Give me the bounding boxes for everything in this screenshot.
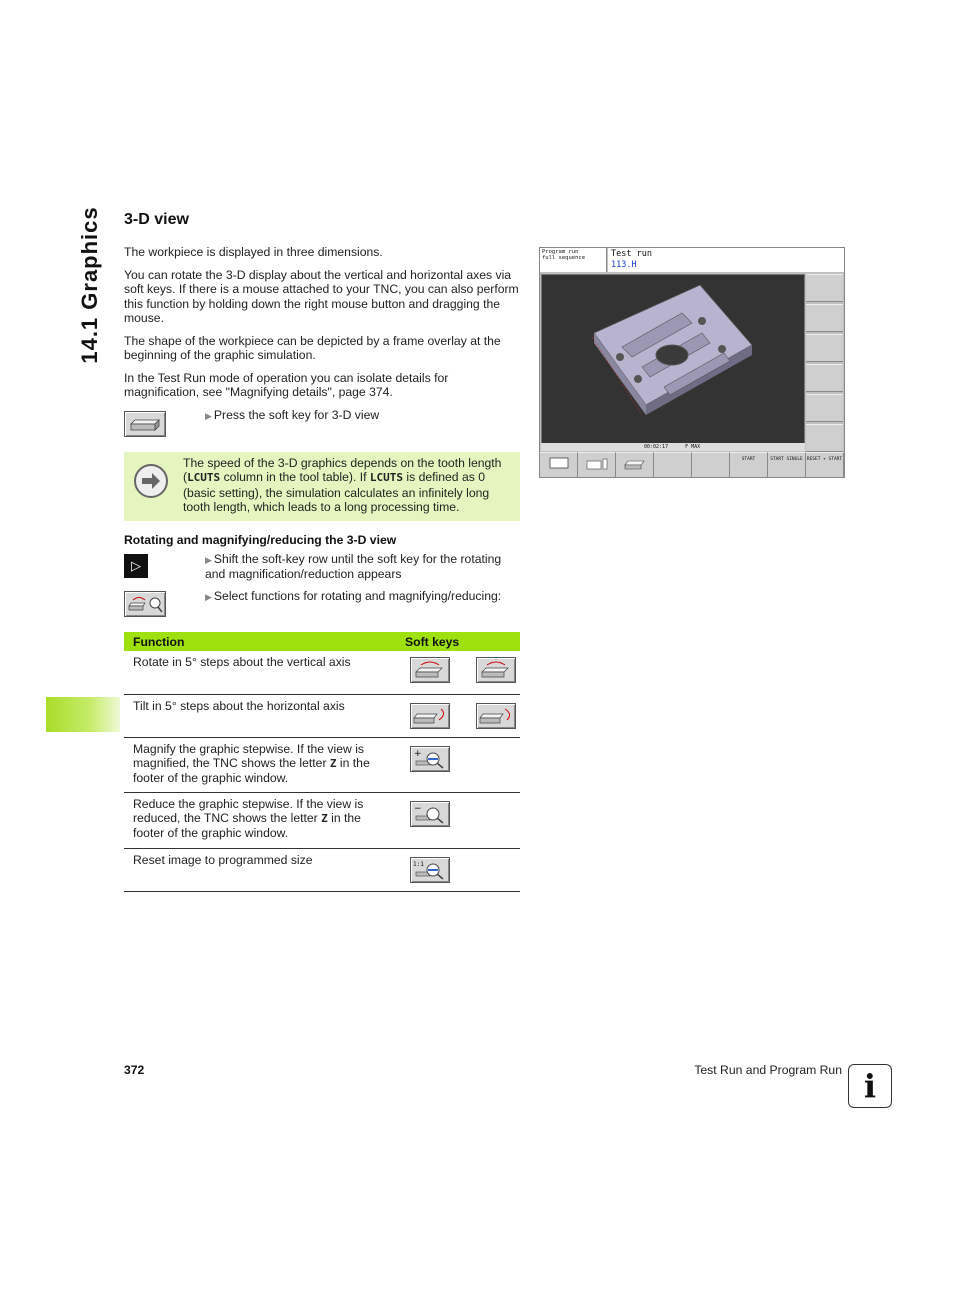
three-planes-icon xyxy=(585,457,609,471)
paragraph: The workpiece is displayed in three dimensions. xyxy=(124,245,383,259)
softkey-3d-view[interactable] xyxy=(616,452,654,477)
bullet-triangle-icon: ▶ xyxy=(205,555,212,565)
softkey-start-single[interactable]: START SINGLE xyxy=(768,452,806,477)
magnify-plus-icon xyxy=(411,747,449,771)
softkey-row-shift-button[interactable] xyxy=(124,554,148,578)
bullet-triangle-icon: ▶ xyxy=(205,411,212,421)
vertical-softkey[interactable] xyxy=(806,304,843,332)
3d-block-icon xyxy=(125,412,165,436)
vertical-softkey[interactable] xyxy=(806,364,843,392)
note-arrow-icon xyxy=(134,464,168,498)
column-header-softkeys: Soft keys xyxy=(396,632,520,651)
softkeys-cell xyxy=(396,848,520,891)
softkey-three-planes[interactable] xyxy=(578,452,616,477)
chapter-side-title xyxy=(70,205,110,365)
column-header-function: Function xyxy=(124,632,396,651)
function-cell: Reset image to programmed size xyxy=(124,848,396,891)
rotate-magnify-icon xyxy=(125,592,165,616)
paragraph: You can rotate the 3-D display about the vertical and horizontal axes via soft keys. If there is a mouse attached to your TNC, you can also perform this function by holding down the right mouse button and dragging the mouse. xyxy=(124,268,519,325)
feed-rate: F MAX xyxy=(685,444,701,450)
tilt-horizontal-axis-icon xyxy=(411,704,449,728)
svg-text:+: + xyxy=(414,748,422,759)
softkeys-cell xyxy=(396,792,520,848)
chapter-title-text: 14.1 Graphics xyxy=(77,206,102,364)
section-title: 3-D view xyxy=(124,211,189,228)
rotate-zoom-softkey[interactable] xyxy=(124,591,166,617)
function-cell: Reduce the graphic stepwise. If the view is reduced, the TNC shows the letter Z in the footer of the graphic window. xyxy=(124,792,396,848)
tilt-horizontal-axis-icon xyxy=(477,704,515,728)
softkey-start[interactable]: START xyxy=(730,452,768,477)
paragraph: The shape of the workpiece can be depicted by a frame overlay at the beginning of the graphic simulation. xyxy=(124,334,501,363)
chapter-tab-marker xyxy=(46,697,120,732)
paragraph: In the Test Run mode of operation you can isolate details for magnification, see "Magnifying details", page 374. xyxy=(124,371,449,400)
plan-view-icon xyxy=(549,457,569,469)
svg-text:1:1: 1:1 xyxy=(413,860,424,868)
function-cell: Rotate in 5° steps about the vertical axis xyxy=(124,651,396,694)
table-row xyxy=(124,848,520,891)
horizontal-softkey-bar xyxy=(540,452,844,477)
table-row xyxy=(124,651,520,694)
3d-graphic-window xyxy=(541,274,805,444)
softkeys-cell xyxy=(396,694,520,737)
program-header: Test run 113.H xyxy=(608,248,844,272)
mode-indicator: Program run full sequence xyxy=(540,248,607,272)
note-text: The speed of the 3-D graphics depends on the tooth length (LCUTS column in the tool table). If LCUTS is defined as 0 (basic setting), the simulation calculates an infinitely long tooth length, which leads to a long processing time. xyxy=(183,456,502,514)
run-time: 00:02:17 xyxy=(644,444,669,450)
tnc-screenshot xyxy=(539,247,845,478)
softkey-empty[interactable] xyxy=(654,452,692,477)
workpiece-3d-render xyxy=(542,275,804,443)
vertical-softkey[interactable] xyxy=(806,274,843,302)
tilt-up-softkey[interactable] xyxy=(476,703,516,729)
3d-block-icon xyxy=(622,457,648,471)
softkeys-cell xyxy=(396,737,520,792)
reset-zoom-softkey[interactable] xyxy=(410,857,450,883)
softkeys-cell xyxy=(396,651,520,694)
rotate-right-softkey[interactable] xyxy=(476,657,516,683)
rotate-left-softkey[interactable] xyxy=(410,657,450,683)
reduce-softkey[interactable] xyxy=(410,801,450,827)
vertical-softkey-bar xyxy=(806,274,843,444)
magnify-softkey[interactable] xyxy=(410,746,450,772)
rotate-vertical-axis-icon xyxy=(411,658,449,682)
function-cell: Tilt in 5° steps about the horizontal axis xyxy=(124,694,396,737)
step-text: Select functions for rotating and magnifying/reducing: xyxy=(213,589,502,603)
step-text: Shift the soft-key row until the soft key for the rotating and magnification/reduction appears xyxy=(205,552,502,582)
rotate-vertical-axis-icon xyxy=(477,658,515,682)
softkey-plan-view[interactable] xyxy=(540,452,578,477)
step-text: Press the soft key for 3-D view xyxy=(213,408,380,422)
page-number: 372 xyxy=(124,1063,145,1077)
status-bar xyxy=(541,443,805,451)
vertical-softkey[interactable] xyxy=(806,334,843,362)
3d-view-softkey[interactable] xyxy=(124,411,166,437)
footer-chapter-title: Test Run and Program Run xyxy=(694,1063,842,1077)
bullet-triangle-icon: ▶ xyxy=(205,592,212,602)
softkey-reset-start[interactable]: RESET + START xyxy=(806,452,844,477)
reset-size-icon xyxy=(411,858,449,882)
magnify-minus-icon xyxy=(411,802,449,826)
vertical-softkey[interactable] xyxy=(806,424,843,452)
table-row xyxy=(124,694,520,737)
subsection-title: Rotating and magnifying/reducing the 3-D view xyxy=(124,533,397,547)
step-shift-row xyxy=(205,552,523,582)
softkey-function-table xyxy=(124,632,520,892)
note-box xyxy=(124,452,520,521)
info-icon: i xyxy=(848,1064,892,1108)
table-row xyxy=(124,737,520,792)
play-triangle-icon: ▷ xyxy=(131,558,141,573)
softkey-empty[interactable] xyxy=(692,452,730,477)
function-cell: Magnify the graphic stepwise. If the view is magnified, the TNC shows the letter Z in the footer of the graphic window. xyxy=(124,737,396,792)
table-header-row xyxy=(124,632,520,651)
step-3d-view xyxy=(205,408,523,423)
svg-text:−: − xyxy=(414,803,422,814)
tilt-down-softkey[interactable] xyxy=(410,703,450,729)
table-row xyxy=(124,792,520,848)
vertical-softkey[interactable] xyxy=(806,394,843,422)
step-select-functions xyxy=(205,589,523,604)
